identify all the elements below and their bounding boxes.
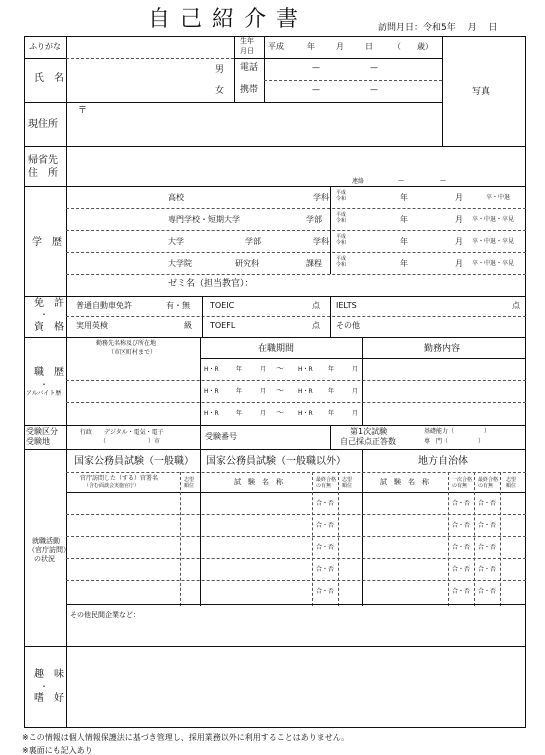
work-label-2: アルバイト歴 [26,390,62,397]
exam-number-label: 受験番号 [205,432,237,441]
furigana-label: ふりがな [29,42,61,51]
visit-date: 訪問月日：令和5年 月 日 [378,23,498,33]
period-from-year: 年 [236,366,243,373]
toeic-point: 点 [312,301,320,310]
pass-fail-option[interactable]: 合・否 [452,522,471,529]
edu-month: 月 [455,237,463,246]
activity-section-local: 地方自治体 [418,456,468,467]
edu-faculty: 研究科 [235,259,259,268]
privacy-note: ※この情報は個人情報保護法に基づき管理し、採用業務以外に利用することはありません。 [22,733,350,742]
col-preference-2: 志望 順位 [342,477,353,489]
period-tilde: 〜 [276,408,284,417]
edu-school: 専門学校・短期大学 [168,215,240,224]
pass-fail-option[interactable]: 合・否 [452,500,471,507]
mobile-label: 携帯 [240,85,259,95]
other-companies-input[interactable] [68,606,524,644]
birth-day: 日 [365,42,373,51]
pass-fail-option[interactable]: 合・否 [478,500,497,507]
edu-school: 大学院 [168,259,192,268]
edu-dept: 学部 [306,215,322,224]
edu-status: 卒・中退・卒見 [472,238,515,245]
col-ministry-sub: （含む面談会実施官庁） [84,483,140,489]
score-senmon[interactable]: 専 門（ ） [424,438,485,445]
hobby-label-dot: ・ [40,682,48,691]
driver-license-option[interactable]: 有・無 [166,301,190,310]
edu-year: 年 [400,237,408,246]
photo-label: 写真 [472,87,491,97]
toeic-label: TOEIC [210,301,235,310]
period-from-era: H・R [204,410,219,417]
period-to-year: 年 [328,366,335,373]
period-to-era: H・R [298,366,313,373]
hobby-label-2: 嗜 好 [34,693,64,704]
pass-fail-option[interactable]: 合・否 [478,588,497,595]
col-first-pass: 一次合格 の有無 [452,477,473,489]
furigana-input[interactable] [68,38,232,56]
pass-fail-option[interactable]: 合・否 [478,566,497,573]
activity-label-1: 就職活動 [32,537,60,545]
edu-status: 卒・中退 [486,194,511,201]
seminar-label: ゼミ名（担当教官）： [168,279,254,289]
seminar-input[interactable] [270,276,524,294]
photo-area[interactable] [444,60,524,144]
other-license-label: その他 [336,321,360,330]
period-to-year: 年 [328,388,335,395]
work-col-company-sub: （市区町村まで） [108,349,157,356]
mobile-dash-1: — [312,85,320,94]
eiken-grade: 級 [184,321,192,330]
address-label: 現住所 [28,119,58,130]
pass-fail-option[interactable]: 合・否 [316,500,335,507]
address-input[interactable] [68,104,440,144]
phone-label: 電話 [240,63,259,73]
period-tilde: 〜 [276,386,284,395]
period-to-month: 月 [352,388,359,395]
period-from-month: 月 [260,366,267,373]
birth-year: 年 [307,42,315,51]
postal-mark: 〒 [78,106,88,116]
other-companies-label: その他民間企業など： [70,611,140,619]
col-preference-1: 志望 順位 [184,477,195,489]
edu-year: 年 [400,193,408,202]
mobile-input[interactable] [266,82,440,101]
birth-era: 平成 [268,42,284,51]
license-label-1: 免 許 [34,298,64,309]
birth-month: 月 [336,42,344,51]
edu-month: 月 [455,259,463,268]
exam-label-1: 受験区分 [26,427,58,436]
ielts-label: IELTS [336,301,357,310]
pass-fail-option[interactable]: 合・否 [452,566,471,573]
work-col-company: 勤務先名称及び所在地 [96,340,157,347]
period-to-era: H・R [298,388,313,395]
pass-fail-option[interactable]: 合・否 [478,544,497,551]
self-score-label: 自己採点正答数 [340,437,396,446]
education-label: 学 歴 [32,237,62,248]
form-title: 自己紹介書 [148,7,309,32]
edu-year: 年 [400,215,408,224]
pass-fail-option[interactable]: 合・否 [316,566,335,573]
edu-status: 卒・中退・卒見 [472,216,515,223]
period-from-year: 年 [236,410,243,417]
period-from-month: 月 [260,388,267,395]
phone-input[interactable] [266,60,440,79]
score-kiso[interactable]: 基礎能力（ ） [424,428,491,435]
ielts-point: 点 [512,301,520,310]
license-label-dot: ・ [40,310,48,319]
edu-year: 年 [400,259,408,268]
edu-month: 月 [455,193,463,202]
exam-label-2: 受験地 [26,437,50,446]
pass-fail-option[interactable]: 合・否 [316,588,335,595]
period-to-month: 月 [352,410,359,417]
hobby-label-1: 趣 味 [34,669,64,680]
home-contact-dash-2: — [440,177,446,184]
period-from-era: H・R [204,388,219,395]
edu-era: 平成 令和 [336,212,347,224]
period-from-year: 年 [236,388,243,395]
eiken-label: 実用英検 [76,321,108,330]
female-option[interactable]: 女 [215,86,225,96]
hobby-input[interactable] [68,648,524,726]
edu-era: 平成 令和 [336,234,347,246]
name-input[interactable] [68,60,208,100]
col-ministry: 官庁訪問した（する）官署名 [80,475,159,482]
birth-age: （ 歳） [393,42,433,51]
col-final-pass-1: 最終合格 の有無 [316,477,337,489]
home-address-input[interactable] [68,148,524,184]
home-contact-dash-1: — [398,177,404,184]
work-col-content: 勤務内容 [424,344,461,354]
activity-section-kokka-ippan: 国家公務員試験（一般職） [74,456,194,467]
edu-school: 大学 [168,237,184,246]
exam-kubun[interactable]: 行政 デジタル・電気・電子 [80,429,164,436]
home-contact-label: 連絡 [352,178,365,185]
edu-faculty: 学部 [245,237,261,246]
pass-fail-option[interactable]: 合・否 [452,544,471,551]
edu-dept: 学科 [313,237,329,246]
exam-kubun-city[interactable]: （ ）市 [100,438,161,445]
phone-dash-2: — [370,63,378,72]
home-label-2: 住 所 [28,168,58,179]
work-col-period: 在職期間 [258,344,295,354]
license-label-2: 資 格 [34,322,64,333]
name-label: 氏 名 [34,73,64,84]
edu-month: 月 [455,215,463,224]
home-label-1: 帰省先 [28,155,58,166]
work-label-dot: ・ [40,380,48,389]
edu-status: 卒・中退・卒見 [472,260,515,267]
pass-fail-option[interactable]: 合・否 [452,588,471,595]
edu-era: 平成 令和 [336,256,347,268]
driver-license-label: 普通自動車免許 [76,301,132,310]
edu-school: 高校 [168,193,184,202]
period-to-month: 月 [352,366,359,373]
col-final-pass-2: 最終合格 の有無 [478,477,499,489]
activity-label-2: （官庁訪問） [28,546,70,554]
first-exam-label: 第1次試験 [350,427,388,436]
pass-fail-option[interactable]: 合・否 [316,522,335,529]
toefl-label: TOEFL [210,321,236,330]
col-exam-name-1: 試 験 名 称 [234,478,283,486]
pass-fail-option[interactable]: 合・否 [316,544,335,551]
activity-label-3: の状況 [34,555,55,563]
phone-dash-1: — [312,63,320,72]
edu-dept: 学科 [313,193,329,202]
activity-section-kokka-other: 国家公務員試験（一般職以外） [206,456,346,467]
exam-number-input[interactable] [250,427,328,447]
period-from-era: H・R [204,366,219,373]
edu-era: 平成 令和 [336,190,347,202]
male-option[interactable]: 男 [215,65,225,75]
mobile-dash-2: — [370,85,378,94]
pass-fail-option[interactable]: 合・否 [478,522,497,529]
col-exam-name-2: 試 験 名 称 [380,478,429,486]
period-tilde: 〜 [276,364,284,373]
period-from-month: 月 [260,410,267,417]
col-preference-3: 志望 順位 [506,477,517,489]
work-label-1: 職 歴 [34,367,64,378]
edu-dept: 課程 [306,259,322,268]
toefl-point: 点 [312,321,320,330]
reverse-note: ※裏面にも記入あり [22,746,93,755]
period-to-year: 年 [328,410,335,417]
birth-label-1: 生年 [240,37,254,45]
birth-label-2: 月日 [240,47,254,55]
period-to-era: H・R [298,410,313,417]
